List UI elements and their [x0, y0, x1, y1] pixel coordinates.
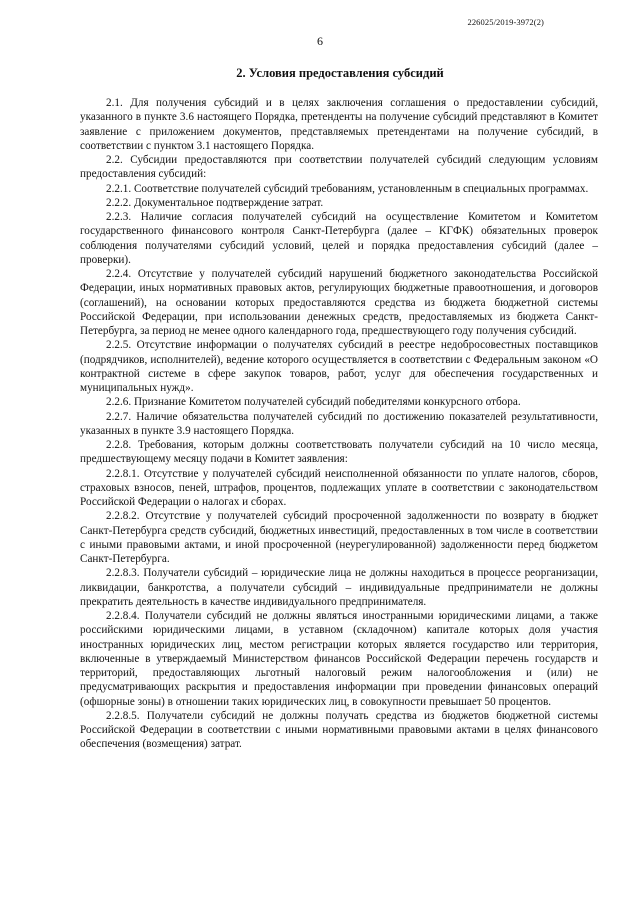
paragraph: 2.2.8.1. Отсутствие у получателей субсидий неисполненной обязанности по уплате налогов, сборов, страховых взносов, пеней, штрафов, процентов, подлежащих уплате в соответствии с законодательством Российской Федерации о налогах и сборах.: [80, 467, 598, 508]
paragraph: 2.1. Для получения субсидий и в целях заключения соглашения о предоставлении субсидий, указанного в пункте 3.6 настоящего Порядка, претенденты на получение субсидий представляют в Комитет заявление с приложением документов, представляемых претендентами на получение субсидий, в соответствии с пунктом 3.1 настоящего Порядка.: [80, 97, 598, 152]
paragraph: 2.2.8.2. Отсутствие у получателей субсидий просроченной задолженности по возврату в бюджет Санкт-Петербурга средств субсидий, бюджетных инвестиций, предоставленных в том числе в соответствии с иными правовыми актами, и иной просроченной (неурегулированной) задолженности перед бюджетом Санкт-Петербурга.: [80, 510, 598, 565]
page-number: 6: [317, 34, 323, 48]
paragraph: 2.2.8. Требования, которым должны соответствовать получатели субсидий на 10 число месяца, предшествующему месяцу подачи в Комитет заявления:: [80, 439, 598, 466]
paragraph: 2.2.8.3. Получатели субсидий – юридические лица не должны находиться в процессе реорганизации, ликвидации, банкротства, а получатели субсидий – индивидуальные предприниматели не должны прекратить деятельность в качестве индивидуального предпринимателя.: [80, 567, 598, 608]
paragraph: 2.2.8.4. Получатели субсидий не должны являться иностранными юридическими лицами, а также российскими юридическими лицами, в уставном (складочном) капитале которых доля участия иностранных юридических лиц, местом регистрации которых является государство или территория, включенные в утверждаемый Министерством финансов Российской Федерации перечень государств и территорий, предоставляющих льготный налоговый режим налогообложения и (или) не предусматривающих раскрытия и предоставления информации при проведении финансовых операций (офшорные зоны) в отношении таких юридических лиц, в совокупности превышает 50 процентов.: [80, 610, 598, 708]
document-registration-number: 226025/2019-3972(2): [467, 17, 544, 27]
paragraph: 2.2.8.5. Получатели субсидий не должны получать средства из бюджетов бюджетной системы Российской Федерации в соответствии с иными нормативными правовыми актами в целях финансового обеспечения (возмещения) затрат.: [80, 709, 598, 751]
paragraph: 2.2. Субсидии предоставляются при соответствии получателей субсидий следующим условиям предоставления субсидий:: [80, 154, 598, 181]
paragraph: 2.2.6. Признание Комитетом получателей субсидий победителями конкурсного отбора.: [106, 396, 521, 409]
paragraph: 2.2.4. Отсутствие у получателей субсидий нарушений бюджетного законодательства Российской Федерации, иных нормативных правовых актов, регулирующих бюджетные правоотношения, и договоров (соглашений), на основании которых предоставляются средства из бюджета бюджетной системы Российской Федерации, при использовании денежных средств, предоставляемых из бюджета Санкт-Петербурга, за период не менее одного календарного года, предшествующего году получения субсидий.: [80, 268, 598, 337]
paragraph: 2.2.5. Отсутствие информации о получателях субсидий в реестре недобросовестных поставщиков (подрядчиков, исполнителей), ведение которого осуществляется в соответствии с Федеральным законом «О контрактной системе в сфере закупок товаров, работ, услуг для обеспечения государственных и муниципальных нужд».: [80, 339, 598, 394]
paragraph: 2.2.2. Документальное подтверждение затрат.: [106, 196, 324, 209]
section-title: 2. Условия предоставления субсидий: [236, 66, 444, 80]
paragraph: 2.2.3. Наличие согласия получателей субсидий на осуществление Комитетом и Комитетом государственного финансового контроля Санкт-Петербурга (далее – КГФК) обязательных проверок соблюдения получателями субсидий условий, целей и порядка предоставления субсидий (далее – проверки).: [80, 211, 598, 266]
paragraph: 2.2.1. Соответствие получателей субсидий требованиям, установленным в специальных программах.: [106, 182, 589, 195]
document-body: [80, 96, 598, 752]
paragraph: 2.2.7. Наличие обязательства получателей субсидий по достижению показателей результативности, указанных в пункте 3.9 настоящего Порядка.: [80, 410, 598, 437]
